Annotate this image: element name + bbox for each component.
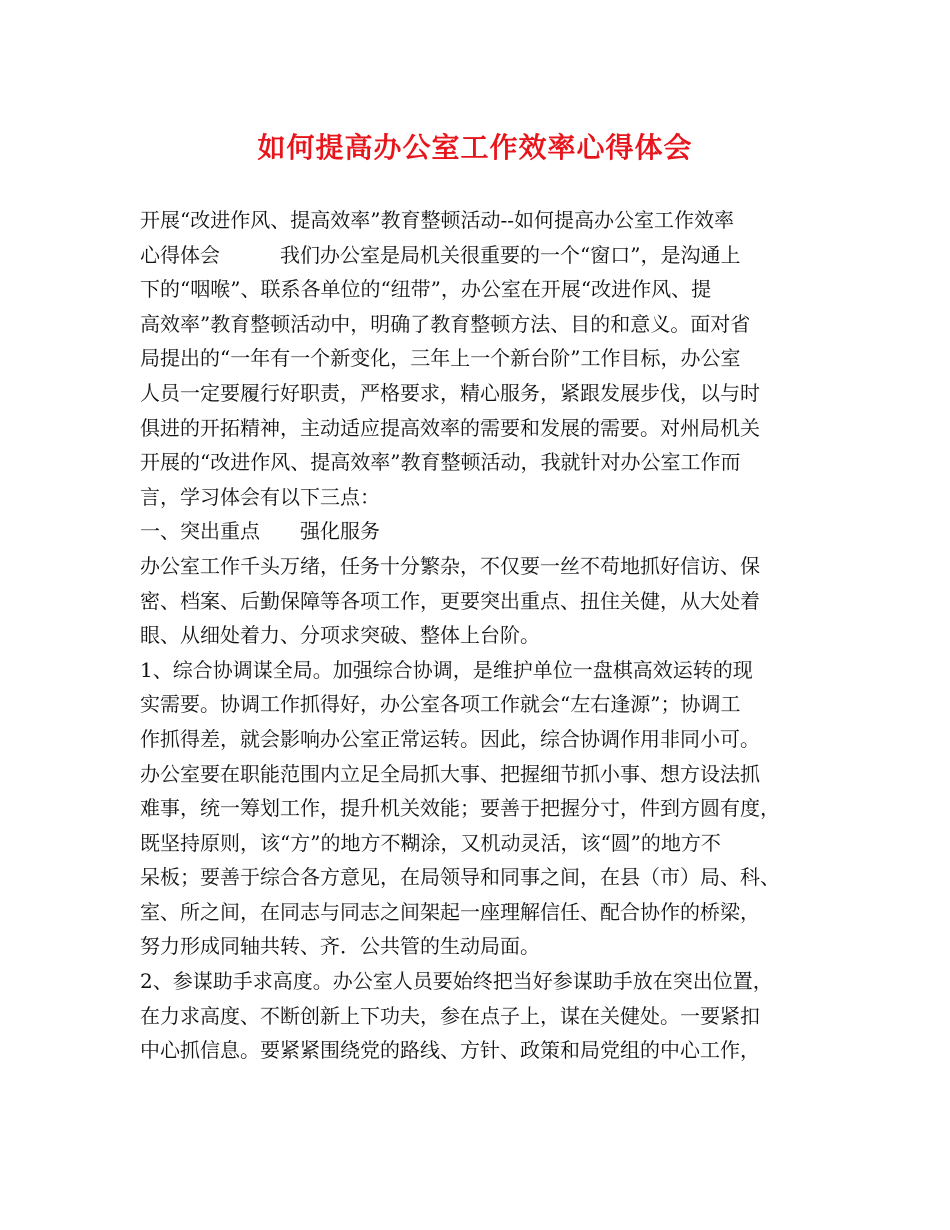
body-line: 言，学习体会有以下三点： bbox=[140, 484, 380, 509]
section-heading: 一、突出重点 强化服务 bbox=[140, 519, 380, 544]
body-line: 开展“改进作风、提高效率”教育整顿活动--如何提高办公室工作效率 bbox=[140, 208, 734, 232]
body-line: 局提出的“一年有一个新变化，三年上一个新台阶”工作目标，办公室 bbox=[140, 346, 741, 371]
body-line: 实需要。协调工作抓得好，办公室各项工作就会“左右逢源”；协调工 bbox=[140, 692, 741, 717]
body-line: 心得体会 我们办公室是局机关很重要的一个“窗口”，是沟通上 bbox=[140, 242, 741, 267]
body-line: 2、参谋助手求高度。办公室人员要始终把当好参谋助手放在突出位置， bbox=[140, 969, 773, 994]
body-line: 人员一定要履行好职责，严格要求，精心服务，紧跟发展步伐，以与时 bbox=[140, 380, 760, 405]
body-line: 1、综合协调谋全局。加强综合协调，是维护单位一盘棋高效运转的现 bbox=[140, 657, 753, 682]
body-line: 努力形成同轴共转、齐．公共管的生动局面。 bbox=[140, 934, 540, 959]
body-line: 既坚持原则，该“方”的地方不糊涂，又机动灵活，该“圆”的地方不 bbox=[140, 830, 721, 855]
body-line: 眼、从细处着力、分项求突破、整体上台阶。 bbox=[140, 623, 540, 648]
body-line: 室、所之间，在同志与同志之间架起一座理解信任、配合协作的桥梁， bbox=[140, 899, 760, 924]
body-line: 办公室工作千头万绪，任务十分繁杂，不仅要一丝不苟地抓好信访、保 bbox=[140, 553, 760, 578]
body-line: 在力求高度、不断创新上下功夫，参在点子上，谋在关健处。一要紧扣 bbox=[140, 1003, 760, 1028]
document-body bbox=[140, 203, 820, 1068]
body-line: 作抓得差，就会影响办公室正常运转。因此，综合协调作用非同小可。 bbox=[140, 726, 760, 751]
body-line: 高效率”教育整顿活动中，明确了教育整顿方法、目的和意义。面对省 bbox=[140, 311, 751, 336]
body-line: 俱进的开拓精神，主动适应提高效率的需要和发展的需要。对州局机关 bbox=[140, 415, 760, 440]
body-line: 密、档案、后勤保障等各项工作，更要突出重点、扭住关健，从大处着 bbox=[140, 588, 760, 613]
body-line: 办公室要在职能范围内立足全局抓大事、把握细节抓小事、想方设法抓 bbox=[140, 761, 760, 786]
body-line: 下的“咽喉”、联系各单位的“纽带”，办公室在开展“改进作风、提 bbox=[140, 277, 712, 302]
body-line: 中心抓信息。要紧紧围绕党的路线、方针、政策和局党组的中心工作， bbox=[140, 1038, 760, 1063]
document-title: 如何提高办公室工作效率心得体会 bbox=[257, 131, 693, 164]
body-line: 呆板；要善于综合各方意见，在局领导和同事之间，在县（市）局、科、 bbox=[140, 865, 780, 890]
body-line: 难事，统一筹划工作，提升机关效能；要善于把握分寸，件到方圆有度， bbox=[140, 796, 780, 821]
body-line: 开展的“改进作风、提高效率”教育整顿活动，我就针对办公室工作而 bbox=[140, 450, 741, 475]
